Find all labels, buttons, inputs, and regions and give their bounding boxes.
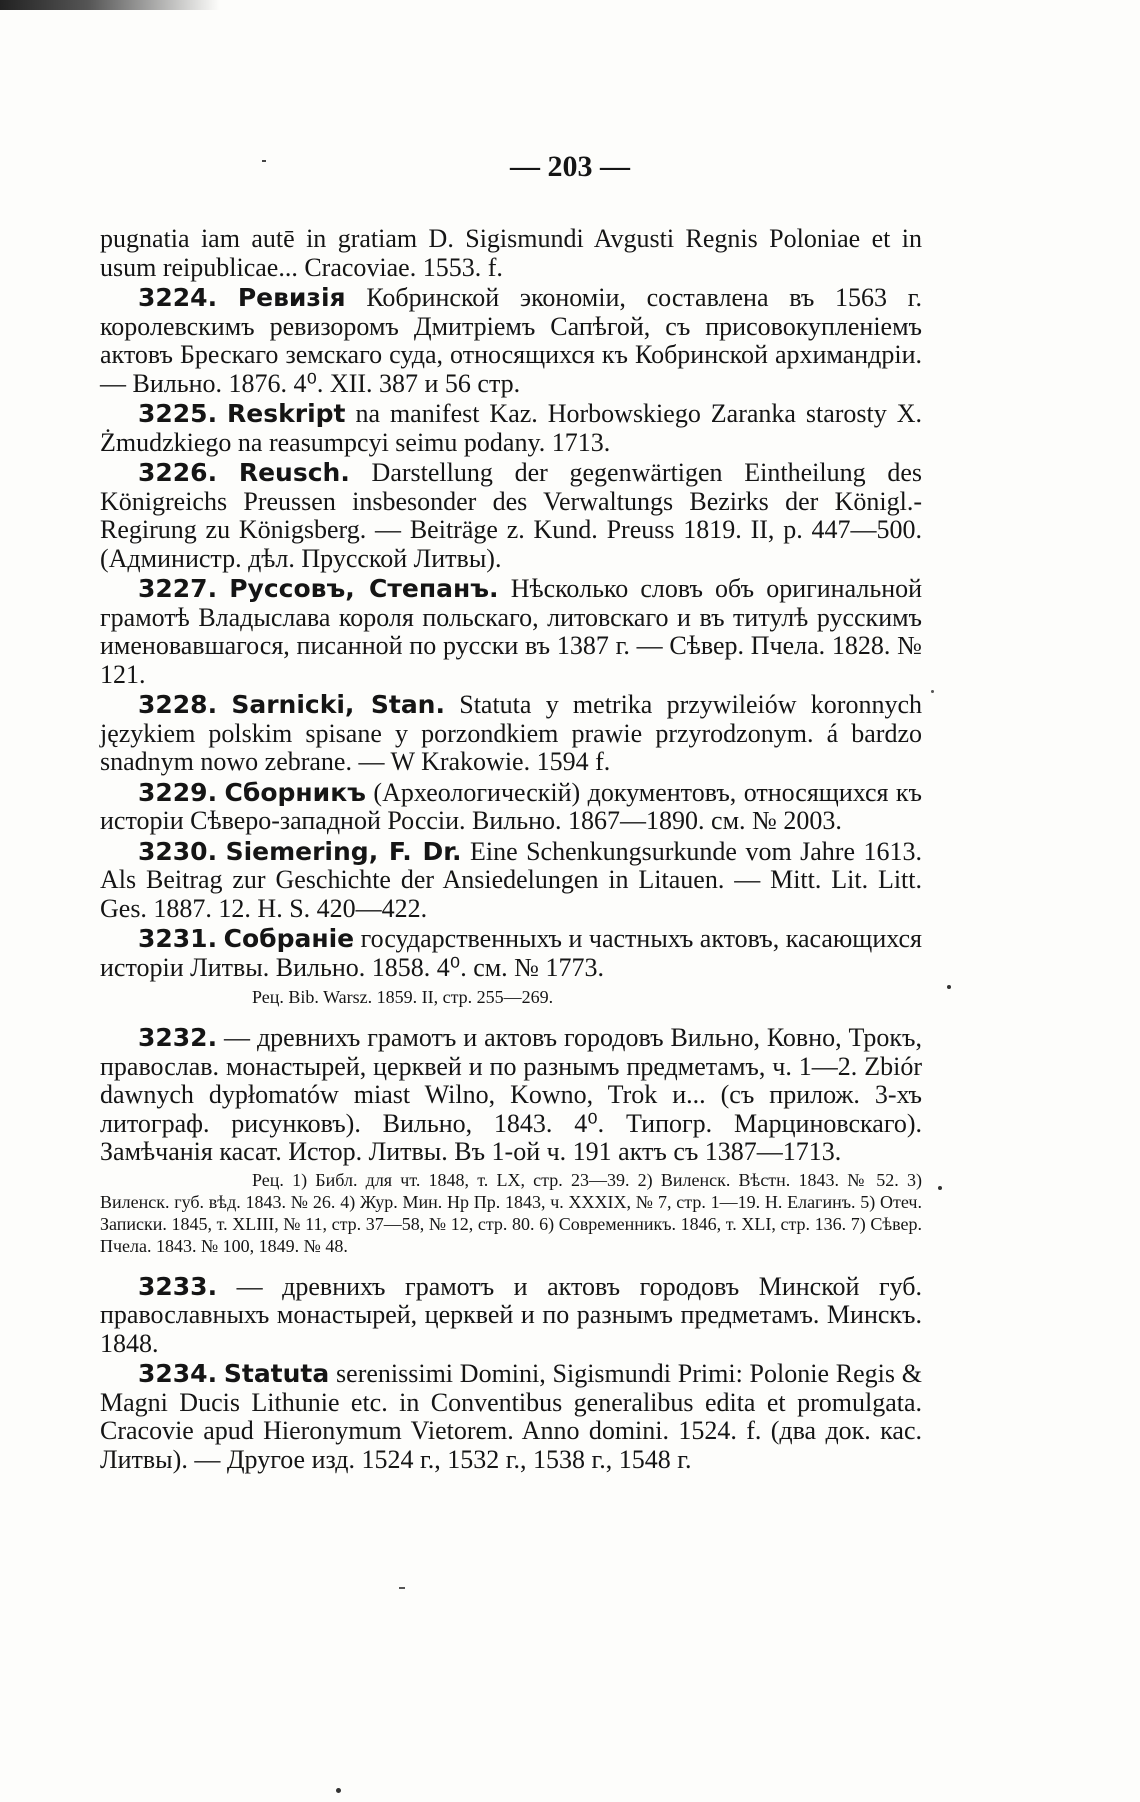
- bibliography-entry: [100, 575, 922, 689]
- entry-heading: Ревизія: [237, 283, 346, 312]
- entry-number: 3227.: [138, 574, 218, 603]
- bibliography-entry: [100, 838, 922, 924]
- page-number: — 203 —: [510, 150, 630, 183]
- entry-number: 3228.: [138, 690, 218, 719]
- entry-heading: Руссовъ, Степанъ.: [229, 574, 499, 603]
- print-speck: [931, 690, 934, 693]
- entry-number: 3233.: [138, 1271, 218, 1301]
- review-note: Рец. 1) Библ. для чт. 1848, т. LX, стр. 23—39. 2) Виленск. Вѣстн. 1843. № 52. 3) Виленск. губ. вѣд. 1843. № 26. 4) Жур. Мин. Нр Пр. 1843, ч. XXXIX, № 7, стр. 1—19. Н. Елагинъ. 5) Отеч. Записки. 1845, т. XLIII, № 11, стр. 37—58, № 12, стр. 80. 6) Современникъ. 1846, т. XLI, стр. 136. 7) Сѣвер. Пчела. 1843. № 100, 1849. № 48.: [100, 1169, 922, 1256]
- bibliography-entry: [100, 459, 922, 573]
- entry-number: 3225.: [138, 399, 218, 428]
- scan-edge-artifact: [0, 0, 220, 10]
- bibliography-entry: [100, 1024, 922, 1167]
- entry-number: 3224.: [138, 283, 218, 312]
- entry-text: — древнихъ грамотъ и актовъ городовъ Минской губ. православныхъ монастырей, церквей и по разнымъ предметамъ. Минскъ. 1848.: [100, 1271, 922, 1358]
- print-speck: [947, 985, 951, 989]
- entry-text: na manifest Kaz. Horbowskiego Zaranka starosty X. Żmudzkiego na reasumpcyi seimu podany. 1713.: [100, 399, 922, 457]
- print-speck: [399, 1587, 405, 1589]
- entry-text: Statuta y metrika przywileiów koronnych językiem polskim spisane y porzondkiem prawie przyrodzonym. á bardzo snadnym nowo zebrane. — W Krakowie. 1594 f.: [100, 690, 922, 776]
- print-speck: [336, 1788, 341, 1793]
- entry-text: Darstellung der gegenwärtigen Eintheilung des Königreichs Preussen insbesonder des Verwaltungs Bezirks der Königl.-Regirung zu Königsberg. — Beiträge z. Kund. Preuss 1819. II, p. 447—500. (Администр. дѣл. Прусской Литвы).: [100, 458, 922, 573]
- bibliography-text: [100, 225, 922, 1476]
- entry-text: serenissimi Domini, Sigismundi Primi: Polonie Regis & Magni Ducis Lithunie etc. in Conventibus generalibus edita et promulgata. Cracovie apud Hieronymum Vietorem. Anno domini. 1524. f. (два док. кас. Литвы). — Другое изд. 1524 г., 1532 г., 1538 г., 1548 г.: [100, 1359, 923, 1474]
- bibliography-entry: [100, 284, 922, 398]
- entry-text: Кобринской экономіи, составлена въ 1563 г. королевскимъ ревизоромъ Дмитріемъ Сапѣгой, съ присовокупленіемъ актовъ Брескаго земскаго суда, относящихся къ Кобринской архимандріи. — Вильно. 1876. 4⁰. XII. 387 и 56 стр.: [100, 283, 922, 398]
- review-note: Рец. Bib. Warsz. 1859. II, стр. 255—269.: [252, 987, 554, 1007]
- entry-heading: Sarnicki, Stan.: [231, 690, 445, 719]
- entry-heading: Сборникъ: [224, 777, 366, 807]
- bibliography-entry: [100, 225, 922, 282]
- bibliography-entry: [100, 1360, 922, 1474]
- bibliography-entry: [100, 400, 922, 457]
- entry-number: 3230.: [138, 836, 218, 866]
- entry-text: государственныхъ и частныхъ актовъ, касающихся исторіи Литвы. Вильно. 1858. 4⁰. см. № 1773.: [100, 924, 922, 982]
- bibliography-entry: [100, 1273, 922, 1359]
- entry-text: Eine Schenkungsurkunde vom Jahre 1613. Als Beitrag zur Geschichte der Ansiedelungen in Litauen. — Mitt. Lit. Litt. Ges. 1887. 12. H. S. 420—422.: [100, 836, 922, 923]
- entry-text: (Археологическій) документовъ, относящихся къ исторіи Сѣверо-западной Россіи. Вильно. 1867—1890. см. № 2003.: [100, 777, 923, 835]
- entry-number: 3234.: [138, 1359, 218, 1388]
- entry-heading: Собраніе: [223, 924, 355, 953]
- entry-heading: Statuta: [223, 1359, 330, 1388]
- entry-text: pugnatia iam autē in gratiam D. Sigismundi Avgusti Regnis Poloniae et in usum reipublicae... Cracoviae. 1553. f.: [100, 224, 922, 282]
- entry-heading: Reskript: [227, 399, 346, 428]
- entry-number: 3229.: [138, 777, 218, 807]
- entry-number: 3232.: [138, 1023, 218, 1052]
- entry-number: 3226.: [138, 458, 218, 487]
- entry-text: — древнихъ грамотъ и актовъ городовъ Вильно, Ковно, Трокъ, православ. монастырей, церквей и по разнымъ предметамъ, ч. 1—2. Zbiór dawnych dypłomatów miast Wilno, Kowno, Trok и... (съ прилож. 3-хъ литограф. рисунковъ). Вильно, 1843. 4⁰. Типогр. Марциновскаго). Замѣчанія касат. Истор. Литвы. Въ 1-ой ч. 191 актъ съ 1387—1713.: [100, 1023, 923, 1166]
- bibliography-entry: [100, 779, 922, 836]
- entry-heading: Siemering, F. Dr.: [225, 836, 462, 866]
- bibliography-entry: [100, 925, 922, 982]
- bibliography-entry: [100, 691, 922, 777]
- entry-number: 3231.: [138, 924, 218, 953]
- print-speck: [938, 1186, 942, 1190]
- entry-heading: Reusch.: [238, 458, 350, 487]
- entry-text: Нѣсколько словъ объ оригинальной грамотѣ Владыслава короля польскаго, литовскаго и въ титулѣ русскимъ именовавшагося, писанной по русски въ 1387 г. — Сѣвер. Пчела. 1828. № 121.: [100, 574, 923, 689]
